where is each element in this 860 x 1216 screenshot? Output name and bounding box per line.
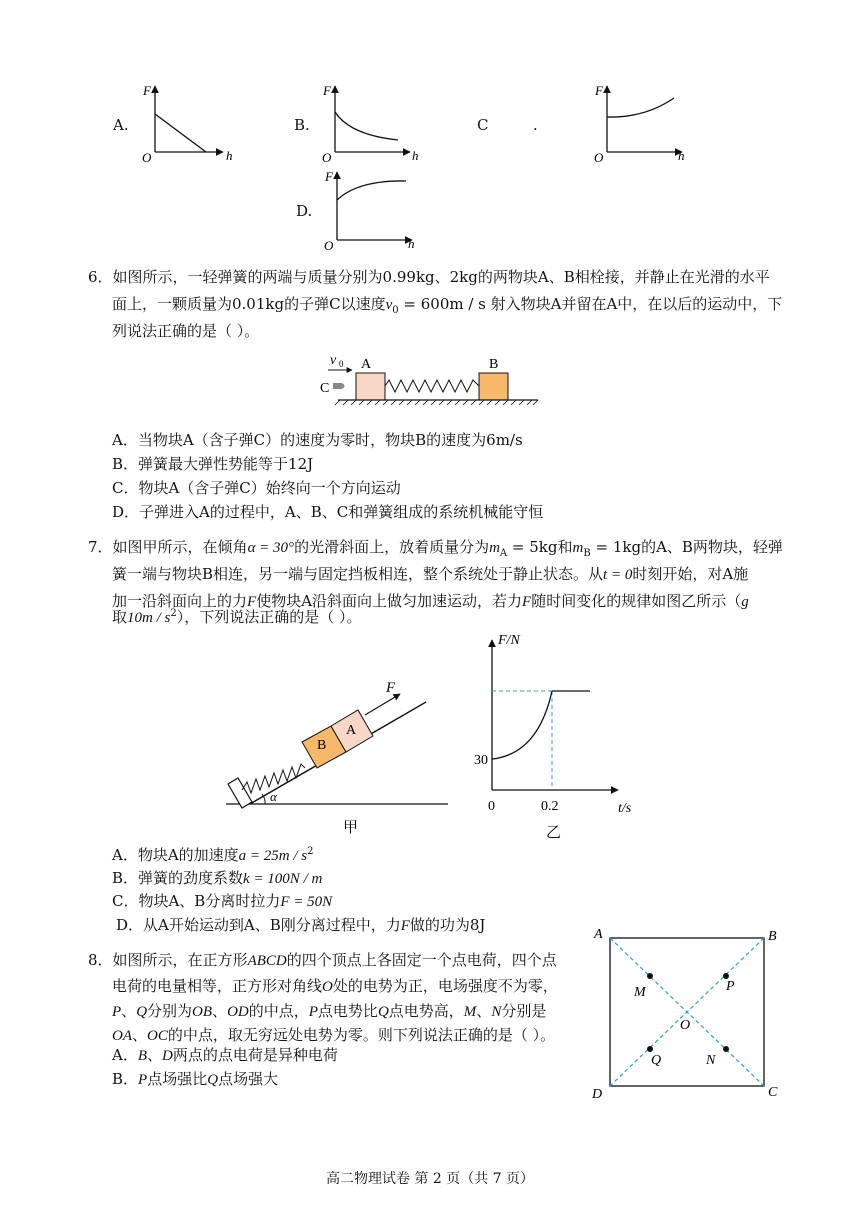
svg-text:F/N: F/N <box>498 633 520 648</box>
option-b-label: B. <box>294 116 310 134</box>
option-d-label: D. <box>296 202 313 220</box>
q7-figure-yi <box>468 632 648 842</box>
svg-text:D: D <box>592 1087 603 1102</box>
graph-c <box>590 80 700 165</box>
q8-line1: 8．如图所示，在正方形ABCD的四个顶点上各固定一个点电荷，四个点 <box>88 951 557 969</box>
svg-text:N: N <box>706 1053 716 1068</box>
option-c-label: C <box>477 116 489 134</box>
svg-text:α: α <box>270 789 277 804</box>
svg-text:M: M <box>634 985 646 1000</box>
q7-line2: 簧一端与物块B相连，另一端与固定挡板相连，整个系统处于静止状态。从t = 0时刻开始，对A施 <box>112 565 749 583</box>
q6-line3: 列说法正确的是（ ）。 <box>112 322 260 340</box>
q6-option-d: D．子弹进入A的过程中，A、B、C和弹簧组成的系统机械能守恒 <box>112 503 544 521</box>
q6-option-a: A．当物块A（含子弹C）的速度为零时，物块B的速度为6m/s <box>112 431 523 449</box>
svg-text:F: F <box>386 680 396 696</box>
q7-figure-jia <box>220 660 460 840</box>
q7-option-a: A．物块A的加速度$a = 25m / s^2$ <box>112 846 314 864</box>
svg-text:h: h <box>678 148 685 163</box>
svg-text:B: B <box>317 738 327 753</box>
q6-line1: 6．如图所示，一轻弹簧的两端与质量分别为0.99kg、2kg的两物块A、B相栓接，并静止在光滑的水平 <box>88 268 770 286</box>
graph-a-f: F <box>143 83 151 98</box>
svg-text:30: 30 <box>474 753 488 768</box>
svg-text:A: A <box>594 927 603 942</box>
q7-option-c: C．物块A、B分离时拉力F = 50N <box>112 892 333 910</box>
svg-text:O: O <box>594 150 604 165</box>
svg-text:甲: 甲 <box>343 820 359 836</box>
svg-text:O: O <box>680 1018 691 1033</box>
graph-a-h: h <box>226 148 233 163</box>
q7-line4: 取$10m / s^2$），下列说法正确的是（ ）。 <box>112 608 362 626</box>
svg-text:B: B <box>768 929 777 944</box>
q7-line3: 加一沿斜面向上的力F使物块A沿斜面向上做匀加速运动，若力F随时间变化的规律如图乙所示（g <box>112 592 749 610</box>
svg-text:乙: 乙 <box>546 825 562 841</box>
option-c-dot: . <box>533 116 538 134</box>
q7-line1: 7．如图甲所示，在倾角α = 30°的光滑斜面上，放着质量分为$m_A = 5kg$和$m_B = 1kg$的A、B两物块，轻弹 <box>88 538 783 559</box>
svg-text:0.2: 0.2 <box>541 799 559 814</box>
svg-text:P: P <box>726 979 735 994</box>
graph-a <box>138 80 248 165</box>
svg-text:F: F <box>595 83 603 98</box>
svg-text:v: v <box>330 353 337 368</box>
graph-b <box>318 80 428 165</box>
q6-option-c: C．物块A（含子弹C）始终向一个方向运动 <box>112 479 401 497</box>
svg-text:Q: Q <box>651 1053 662 1068</box>
option-a-label: A. <box>113 116 129 134</box>
svg-text:0: 0 <box>339 359 344 369</box>
graph-d <box>320 166 430 251</box>
q6-option-b: B．弹簧最大弹性势能等于12J <box>112 455 314 473</box>
q6-figure <box>318 350 548 410</box>
q8-line2: 电荷的电量相等，正方形对角线O处的电势为正，电场强度不为零， <box>112 977 558 995</box>
q8-line4: OA、OC的中点，取无穷远处电势为零。则下列说法正确的是（ ）。 <box>112 1026 556 1044</box>
svg-text:h: h <box>408 236 415 251</box>
q8-figure <box>588 924 784 1104</box>
svg-text:F: F <box>325 169 333 184</box>
q7-option-b: B．弹簧的劲度系数k = 100N / m <box>112 869 323 887</box>
svg-text:h: h <box>412 148 419 163</box>
svg-text:0: 0 <box>488 799 495 814</box>
svg-text:A: A <box>361 357 372 372</box>
svg-text:F: F <box>323 83 331 98</box>
svg-text:B: B <box>489 357 499 372</box>
q7-option-d: D．从A开始运动到A、B刚分离过程中，力F做的功为8J <box>116 916 486 934</box>
page-footer: 高二物理试卷 第 2 页（共 7 页） <box>325 1171 535 1187</box>
q6-line2: 面上，一颗质量为0.01kg的子弹C以速度$v_0 = 600m / s$ 射入物块A并留在A中，在以后的运动中，下 <box>112 295 783 316</box>
q8-option-b: B．P点场强比Q点场强大 <box>112 1070 279 1088</box>
svg-text:C: C <box>768 1085 778 1100</box>
svg-text:C: C <box>320 381 330 396</box>
q8-line3: P、Q分别为OB、OD的中点，P点电势比Q点电势高，M、N分别是 <box>112 1002 547 1020</box>
svg-text:t/s: t/s <box>618 801 632 816</box>
svg-text:O: O <box>322 150 332 165</box>
svg-text:A: A <box>346 723 357 738</box>
graph-a-o: O <box>142 150 152 165</box>
svg-text:O: O <box>324 238 334 251</box>
q8-option-a: A．B、D两点的点电荷是异种电荷 <box>112 1046 338 1064</box>
